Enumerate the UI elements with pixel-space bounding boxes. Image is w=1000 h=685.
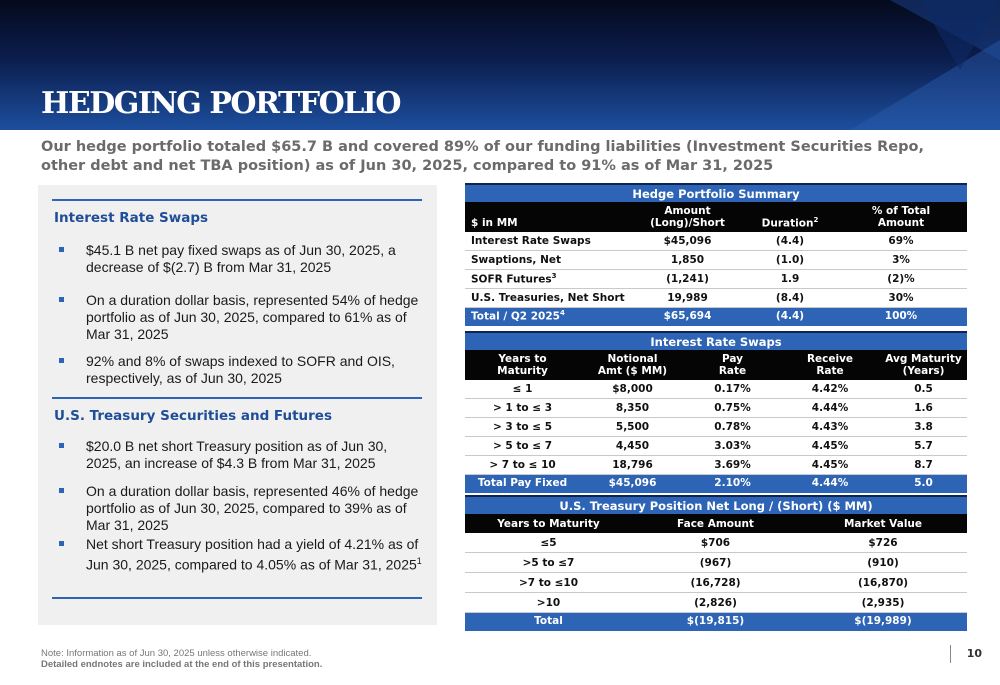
page-number: 10: [950, 645, 982, 663]
section-heading-treasury: U.S. Treasury Securities and Futures: [54, 408, 333, 424]
table-row: > 7 to ≤ 10 18,796 3.69% 4.45% 8.7: [465, 456, 967, 475]
table-row: Swaptions, Net 1,850 (1.0) 3%: [465, 251, 967, 270]
header-cell: Years to Maturity: [497, 517, 600, 530]
table-row: SOFR Futures$^3$ (1,241) 1.9 (2)%: [465, 270, 967, 289]
footnote: Note: Information as of Jun 30, 2025 unless otherwise indicated. Detailed endnotes are included at the end of this presentation.: [41, 648, 323, 670]
divider: [52, 597, 422, 599]
table-row: >5 to ≤7 (967) (910): [465, 553, 967, 573]
table-header: [465, 202, 967, 232]
table-row: > 1 to ≤ 3 8,350 0.75% 4.44% 1.6: [465, 399, 967, 418]
hedge-portfolio-summary-table: [465, 183, 967, 326]
bullet-item: Net short Treasury position had a yield of 4.21% as of Jun 30, 2025, compared to 4.05% as of Mar 31, 2025$^1$: [54, 536, 424, 574]
bullet-item: $45.1 B net pay fixed swaps as of Jun 30, 2025, a decrease of $(2.7) B from Mar 31, 2025: [54, 242, 424, 276]
bullet-item: $20.0 B net short Treasury position as of Jun 30, 2025, an increase of $4.3 B from Mar 31, 2025: [54, 438, 424, 472]
header-cell: Pay Rate: [718, 353, 747, 377]
bullet-square-icon: [59, 247, 64, 252]
treasury-position-table: [465, 495, 967, 631]
endnote-ref: 1: [416, 556, 422, 566]
table-row: Interest Rate Swaps $45,096 (4.4) 69%: [465, 232, 967, 251]
commentary-panel: [38, 185, 437, 625]
table-caption: Interest Rate Swaps: [465, 331, 967, 350]
header-cell: Avg Maturity (Years): [885, 353, 962, 377]
table-total-row: Total $(19,815) $(19,989): [465, 613, 967, 631]
header-banner: [0, 0, 1000, 130]
bullet-square-icon: [59, 488, 64, 493]
table-row: U.S. Treasuries, Net Short 19,989 (8.4) 30%: [465, 289, 967, 308]
bullet-square-icon: [59, 297, 64, 302]
table-caption: Hedge Portfolio Summary: [465, 183, 967, 202]
table-row: > 3 to ≤ 5 5,500 0.78% 4.43% 3.8: [465, 418, 967, 437]
header-cell: Duration$^2$: [761, 215, 819, 229]
table-row: >7 to ≤10 (16,728) (16,870): [465, 573, 967, 593]
divider: [52, 397, 422, 399]
header-cell: % of Total Amount: [871, 205, 931, 229]
bullet-item: On a duration dollar basis, represented 54% of hedge portfolio as of Jun 30, 2025, compared to 61% as of Mar 31, 2025: [54, 292, 424, 343]
page-subtitle: Our hedge portfolio totaled $65.7 B and covered 89% of our funding liabilities (Investment Securities Repo, other debt and net TBA position) as of Jun 30, 2025, compared to 91% as of Mar 31, 2025: [41, 139, 924, 174]
table-row: ≤5 $706 $726: [465, 533, 967, 553]
bullet-square-icon: [59, 358, 64, 363]
header-cell: Receive Rate: [806, 353, 854, 377]
header-cell: Years to Maturity: [497, 353, 548, 377]
table-header: [465, 514, 967, 533]
bullet-square-icon: [59, 443, 64, 448]
table-caption: U.S. Treasury Position Net Long / (Short) ($ MM): [465, 495, 967, 514]
bullet-square-icon: [59, 541, 64, 546]
table-row: > 5 to ≤ 7 4,450 3.03% 4.45% 5.7: [465, 437, 967, 456]
header-cell: Market Value: [843, 517, 923, 530]
table-header: [465, 350, 967, 380]
bullet-item: On a duration dollar basis, represented 46% of hedge portfolio as of Jun 30, 2025, compared to 39% as of Mar 31, 2025: [54, 483, 424, 534]
table-row: >10 (2,826) (2,935): [465, 593, 967, 613]
brand-mark-decoration: [830, 0, 1000, 130]
header-cell: Amount (Long)/Short: [650, 205, 725, 229]
interest-rate-swaps-table: [465, 331, 967, 493]
page-title: HEDGING PORTFOLIO: [41, 86, 400, 121]
table-total-row: Total Pay Fixed $45,096 2.10% 4.44% 5.0: [465, 475, 967, 493]
header-cell: Face Amount: [677, 517, 754, 530]
table-total-row: Total / Q2 2025$^4$ $65,694 (4.4) 100%: [465, 308, 967, 326]
bullet-item: 92% and 8% of swaps indexed to SOFR and OIS, respectively, as of Jun 30, 2025: [54, 353, 424, 387]
header-cell: $ in MM: [471, 217, 518, 229]
header-cell: Notional Amt ($ MM): [597, 353, 668, 377]
section-heading-interest-rate-swaps: Interest Rate Swaps: [54, 210, 209, 226]
divider: [52, 199, 422, 201]
table-row: ≤ 1 $8,000 0.17% 4.42% 0.5: [465, 380, 967, 399]
